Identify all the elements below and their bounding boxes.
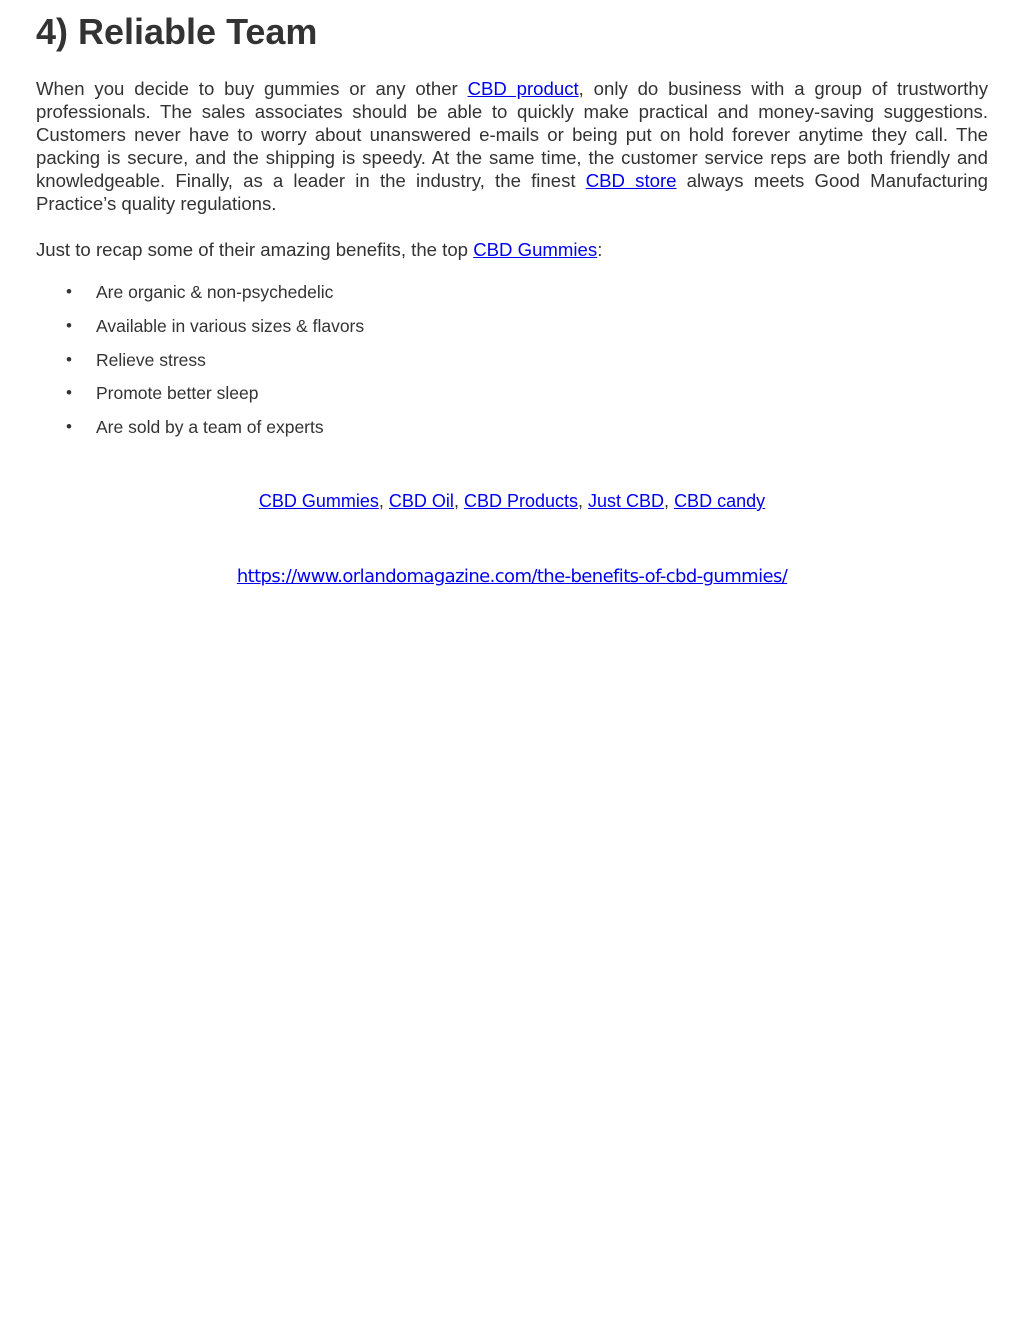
paragraph-text: , only do business with a group of trustworthy professionals. The sales associates should be able to quickly make practical and money-saving suggestions. Customers never have to worry about unanswered e-mails or being put on hold forever anytime they call. The packing is secure, and the shipping is speedy. At the same time, the customer service reps are both friendly and knowledgeable. Finally, as a leader in the industry, the finest — [36, 78, 988, 191]
list-item — [36, 416, 988, 438]
bullet-icon: • — [66, 315, 72, 335]
list-item — [36, 315, 988, 337]
list-item — [36, 349, 988, 371]
paragraph-text: Just to recap some of their amazing benefits, the top — [36, 239, 474, 260]
tag-link-cbd-products[interactable]: CBD Products — [463, 491, 578, 511]
document-page — [36, 0, 988, 450]
bullet-icon: • — [66, 417, 72, 437]
cbd-gummies-link[interactable]: CBD Gummies — [473, 239, 598, 260]
cbd-store-link[interactable]: CBD store — [585, 170, 677, 191]
source-url-link[interactable]: https://www.orlandomagazine.com/the-benefits-of-cbd-gummies/ — [236, 566, 788, 587]
tag-link-cbd-gummies[interactable]: CBD Gummies — [258, 491, 379, 511]
paragraph-text: : — [597, 239, 603, 260]
list-item — [36, 382, 988, 404]
list-item — [36, 281, 988, 303]
paragraph-text: When you decide to buy gummies or any other — [36, 78, 468, 99]
tag-link-cbd-candy[interactable]: CBD candy — [674, 491, 766, 511]
list-item-text: Are organic & non-psychedelic — [96, 282, 334, 302]
tag-separator: , — [578, 491, 589, 511]
tag-separator: , — [378, 491, 389, 511]
list-item-text: Relieve stress — [96, 349, 206, 370]
tag-separator: , — [453, 491, 464, 511]
source-url-line — [0, 566, 1024, 588]
paragraph-reliable-team — [36, 77, 988, 215]
bullet-icon: • — [66, 282, 72, 301]
bullet-icon: • — [66, 349, 72, 369]
tag-link-just-cbd[interactable]: Just CBD — [588, 491, 665, 511]
tag-links — [0, 490, 1024, 512]
list-item-text: Promote better sleep — [96, 383, 259, 404]
list-item-text: Available in various sizes & flavors — [96, 315, 365, 336]
tag-separator: , — [664, 491, 675, 511]
benefits-list — [36, 281, 988, 438]
bullet-icon: • — [66, 383, 72, 403]
paragraph-text: always meets Good Manufacturing Practice’s quality regulations. — [36, 170, 989, 214]
paragraph-recap — [36, 238, 988, 261]
cbd-product-link[interactable]: CBD product — [467, 78, 579, 99]
section-heading: 4) Reliable Team — [36, 11, 318, 52]
tag-link-cbd-oil[interactable]: CBD Oil — [388, 491, 454, 511]
list-item-text: Are sold by a team of experts — [96, 417, 324, 438]
